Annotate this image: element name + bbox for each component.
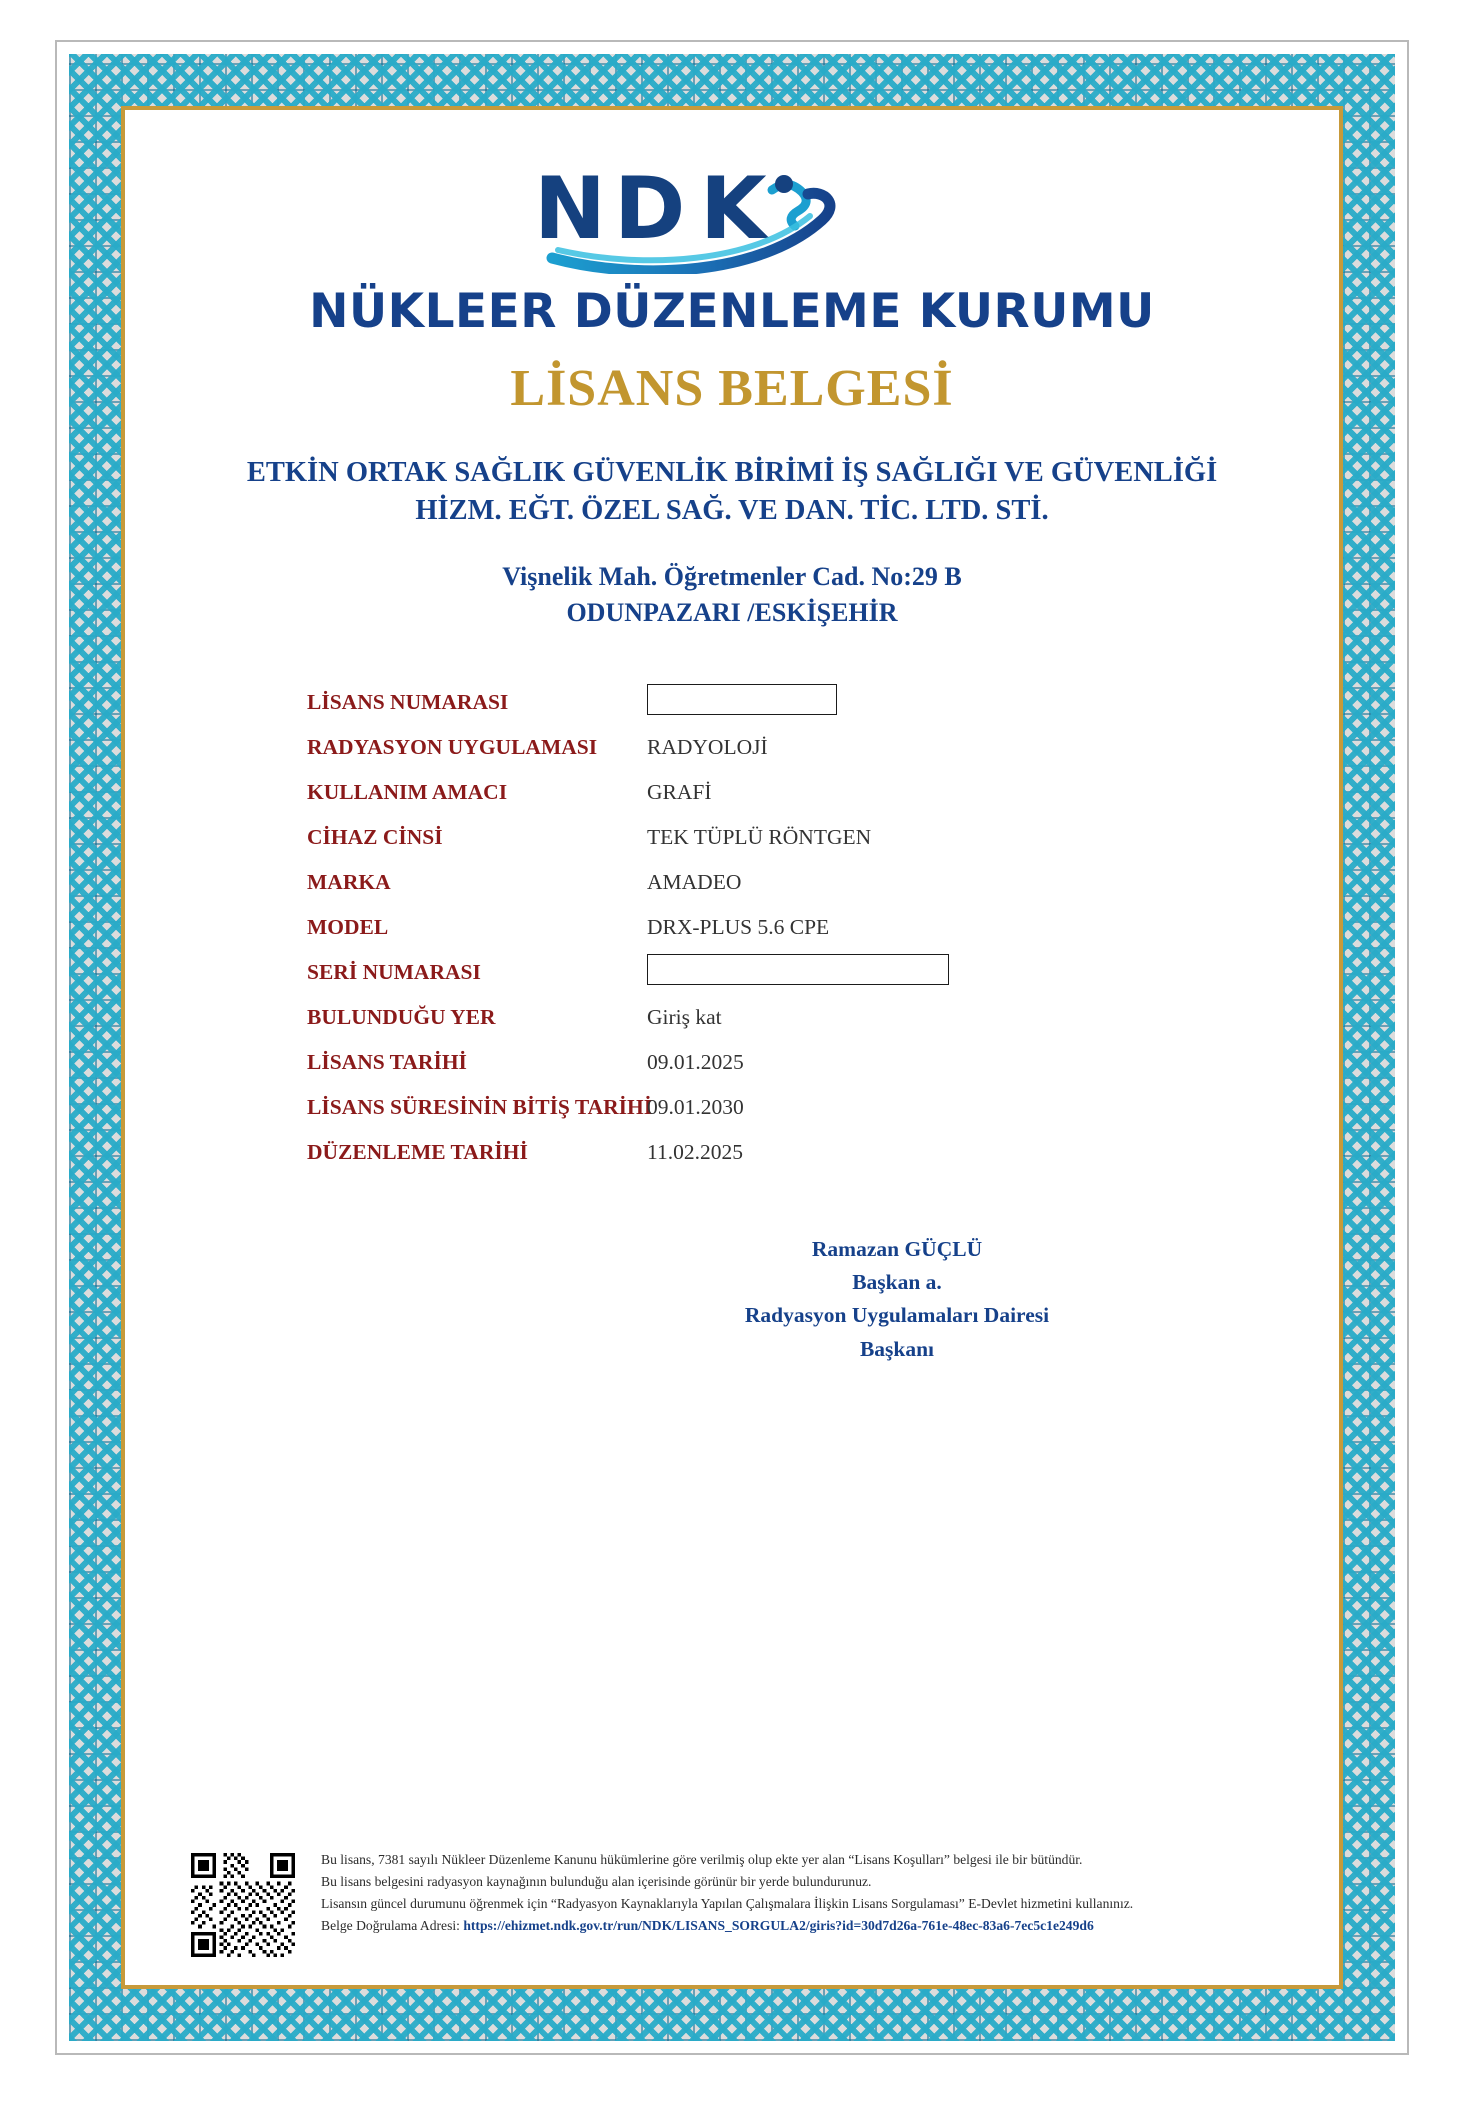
field-value-license-number [647,684,837,721]
redacted-box-serial-number [647,954,949,985]
footer-verification [321,1915,1133,1937]
field-value-device-type: TEK TÜPLÜ RÖNTGEN [647,824,872,849]
field-value-location: Giriş kat [647,1004,722,1029]
field-row [307,950,1299,995]
field-row [307,1085,1299,1130]
field-label-issue-date: DÜZENLEME TARİHİ [307,1139,528,1164]
outer-frame [55,40,1409,2055]
signatory-name: Ramazan GÜÇLÜ [811,1236,983,1261]
field-value-purpose: GRAFİ [647,779,712,804]
verification-url[interactable]: https://ehizmet.ndk.gov.tr/run/NDK/LISANS_SORGULA2/giris?id=30d7d26a-761e-48ec-83a6-7ec5c1e249d6 [463,1918,1094,1934]
svg-text:N: N [534,159,604,259]
redacted-box-license-number [647,684,837,715]
address-line-2: ODUNPAZARI /ESKİŞEHİR [566,598,898,628]
document-title: LİSANS BELGESİ [510,360,954,417]
field-row [307,1040,1299,1085]
field-label-location: BULUNDUĞU YER [307,1004,496,1029]
ndk-logo-icon [522,154,942,274]
signatory-role-line-3: Başkanı [859,1336,935,1361]
field-row [307,680,1299,725]
field-row [307,860,1299,905]
field-value-issue-date: 11.02.2025 [647,1139,743,1164]
field-row [307,905,1299,950]
address-line-1: Vişnelik Mah. Öğretmenler Cad. No:29 B [502,561,962,591]
footer-line-3: Lisansın güncel durumunu öğrenmek için “Radyasyon Kaynaklarıyla Yapılan Çalışmalara İlişkin Lisans Sorgulaması” E-Devlet hizmetini kullanınız. [321,1896,1134,1912]
field-label-model: MODEL [307,914,389,939]
certificate-content [165,128,1299,1965]
field-row [307,725,1299,770]
footer-text [321,1849,1133,1937]
field-value-brand: AMADEO [647,869,742,894]
field-label-expiry-date: LİSANS SÜRESİNİN BİTİŞ TARİHİ [307,1094,653,1119]
signatory-role-line-1: Başkan a. [852,1270,942,1295]
field-row [307,1130,1299,1175]
company-name: ETKİN ORTAK SAĞLIK GÜVENLİK BİRİMİ İŞ SAĞLIĞI VE GÜVENLİĞİ HİZM. EĞT. ÖZEL SAĞ. VE DAN. TİC. LTD. STİ. [246,457,1218,527]
field-row [307,815,1299,860]
organization-title: NÜKLEER DÜZENLEME KURUMU [309,284,1155,339]
verification-label: Belge Doğrulama Adresi: [321,1918,464,1934]
inner-gold-frame [121,106,1343,1989]
svg-text:K: K [700,159,765,259]
signature-block [165,1233,1299,1366]
field-value-serial-number [647,954,949,991]
svg-text:D: D [614,159,684,259]
field-value-model: DRX-PLUS 5.6 CPE [647,914,830,939]
field-value-radiation-application: RADYOLOJİ [647,734,768,759]
field-value-expiry-date: 09.01.2030 [647,1094,744,1119]
field-label-serial-number: SERİ NUMARASI [307,959,481,984]
signatory-role-line-2: Radyasyon Uygulamaları Dairesi [744,1303,1050,1328]
qr-code-icon [191,1853,295,1957]
footer-line-1: Bu lisans, 7381 sayılı Nükleer Düzenleme Kanunu hükümlerine göre verilmiş olup ekte yer alan “Lisans Koşulları” belgesi ile bir bütündür. [321,1852,1083,1867]
field-label-purpose: KULLANIM AMACI [307,779,508,804]
field-label-license-date: LİSANS TARİHİ [307,1049,467,1074]
field-label-brand: MARKA [307,869,391,894]
field-label-license-number: LİSANS NUMARASI [307,689,509,714]
field-value-license-date: 09.01.2025 [647,1049,744,1074]
license-fields [165,680,1299,1175]
footer [165,1849,1299,1957]
ndk-logo [165,128,1299,274]
field-row [307,770,1299,815]
decorative-border [69,54,1395,2041]
company-address [165,559,1299,632]
footer-line-2: Bu lisans belgesini radyasyon kaynağının bulunduğu alan içerisinde görünür bir yerde bulundurunuz. [321,1874,872,1890]
field-row [307,995,1299,1040]
field-label-radiation-application: RADYASYON UYGULAMASI [307,734,598,759]
field-label-device-type: CİHAZ CİNSİ [307,824,443,849]
